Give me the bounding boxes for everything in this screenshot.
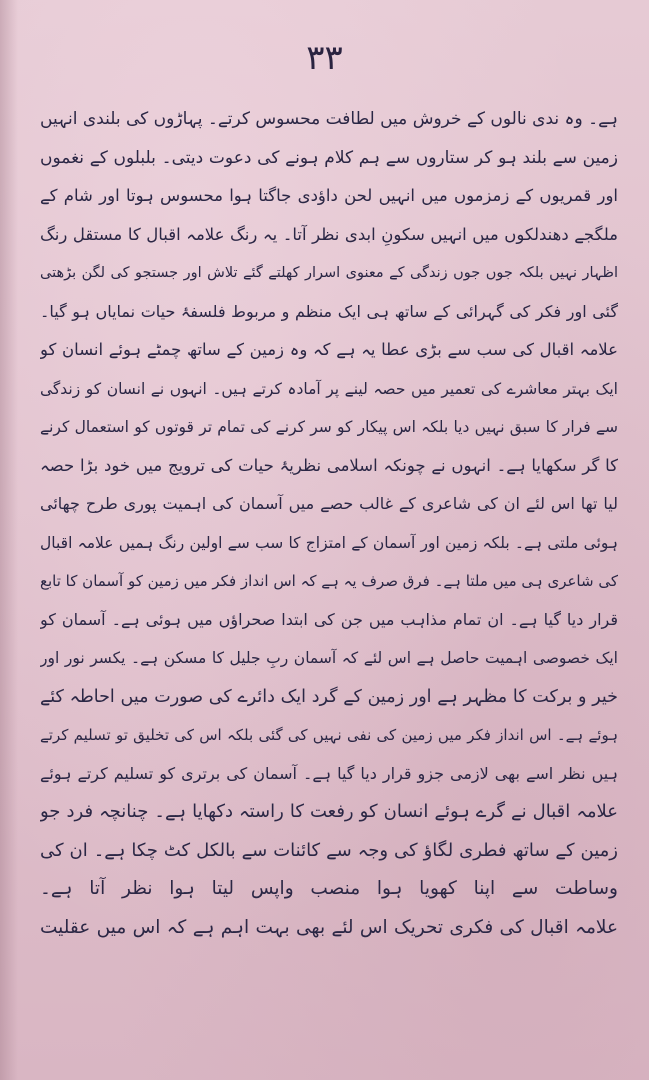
- text-line: ہیں نظر اسے بھی لازمی جزو قرار دیا گیا ہے۔ آسمان کی برتری کو تسلیم کرتے ہوئے: [40, 763, 618, 783]
- text-line: سے فرار کا سبق نہیں دیا بلکہ اس پیکار کو سر کرنے کی تمام تر قوتوں کو استعمال کرنے: [40, 418, 618, 436]
- text-line: وساطت سے اپنا کھویا ہوا منصب واپس لیتا ہوا نظر آتا ہے۔: [40, 878, 618, 899]
- text-line: ہے۔ وہ ندی نالوں کے خروش میں لطافت محسوس کرتے۔ پہاڑوں کی بلندی انہیں: [40, 109, 618, 129]
- page-binding-shadow: [0, 0, 18, 1080]
- page-text-body: [40, 100, 618, 947]
- text-line: اظہار نہیں بلکہ جوں جوں زندگی کے معنوی اسرار کھلتے گئے تلاش اور جستجو کی لگن بڑھتی: [40, 265, 618, 281]
- text-line: زمین سے بلند ہو کر ستاروں سے ہم کلام ہونے کی دعوت دیتی۔ بلبلوں کے نغموں: [40, 147, 618, 168]
- text-line: لیا تھا اس لئے ان کی شاعری کے غالب حصے میں آسمان کی اہمیت پوری طرح چھائی: [40, 494, 618, 513]
- text-line: ہوئی ملتی ہے۔ بلکہ زمین اور آسمان کے امتزاج کا سب سے اولین رنگ ہمیں علامہ اقبال: [40, 533, 618, 552]
- text-line: زمین کے ساتھ فطری لگاؤ کی وجہ سے کائنات سے بالکل کٹ چکا ہے۔ ان کی: [40, 839, 618, 861]
- text-line: ایک بہتر معاشرے کی تعمیر میں حصہ لینے پر آمادہ کرتے ہیں۔ انہوں نے انسان کو زندگی: [40, 379, 618, 398]
- text-line: کا گر سکھایا ہے۔ انہوں نے چونکہ اسلامی نظریۂ حیات کی ترویج میں خود بڑا حصہ: [40, 455, 618, 475]
- text-line: کی شاعری ہی میں ملتا ہے۔ فرق صرف یہ ہے کہ اس انداز فکر میں زمین کو آسمان کا تابع: [40, 572, 618, 590]
- text-line: علامہ اقبال کی سب سے بڑی عطا یہ ہے کہ وہ زمین کے ساتھ چمٹے ہوئے انسان کو: [40, 340, 618, 359]
- text-line: ہوئے ہے۔ اس انداز فکر میں زمین کی نفی نہیں کی گئی بلکہ اس کی تخلیق تو تسلیم کرتے: [40, 726, 618, 744]
- text-line: علامہ اقبال کی فکری تحریک اس لئے بھی بہت اہم ہے کہ اس میں عقلیت: [40, 916, 618, 938]
- text-line: قرار دیا گیا ہے۔ ان تمام مذاہب میں جن کی ابتدا صحراؤں میں ہوئی ہے۔ آسمان کو: [40, 609, 618, 629]
- page-number: ۳۳: [306, 38, 343, 78]
- text-line: ملگجے دھندلکوں میں انہیں سکونِ ابدی نظر آتا۔ یہ رنگ علامہ اقبال کا مستقل رنگ: [40, 224, 618, 244]
- text-line: اور قمریوں کے زمزموں میں انہیں لحن داؤدی جاگتا ہوا محسوس ہوتا اور شام کے: [40, 186, 618, 205]
- text-line: علامہ اقبال نے گرے ہوئے انسان کو رفعت کا راستہ دکھایا ہے۔ چنانچہ فرد جو: [40, 801, 618, 822]
- text-line: ایک خصوصی اہمیت حاصل ہے اس لئے کہ آسمان ربِ جلیل کا مسکن ہے۔ یکسر نور اور: [40, 649, 618, 667]
- text-line: خیر و برکت کا مظہر ہے اور زمین کے گرد ایک دائرے کی صورت میں احاطہ کئے: [40, 686, 618, 707]
- text-line: گئی اور فکر کی گہرائی کے ساتھ ہی ایک منظم و مربوط فلسفۂ حیات نمایاں ہو گیا۔: [40, 301, 618, 321]
